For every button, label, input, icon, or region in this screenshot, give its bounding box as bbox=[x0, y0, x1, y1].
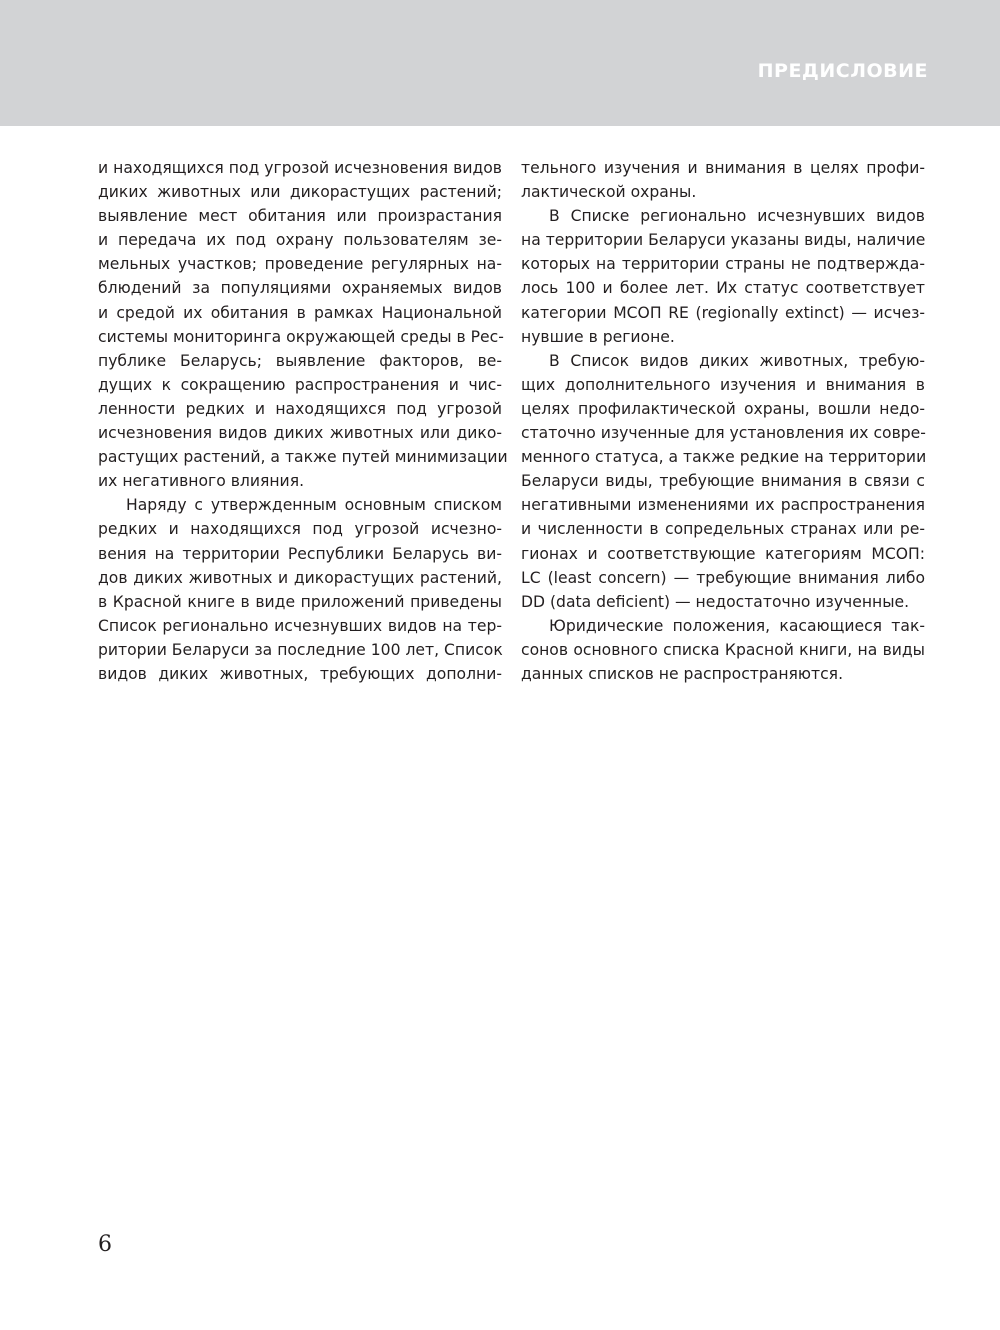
text-line: сонов основного списка Красной книги, на виды bbox=[521, 640, 925, 659]
text-line: системы мониторинга окружающей среды в Рес- bbox=[98, 327, 504, 346]
text-line: и численности в сопредельных странах или ре- bbox=[521, 520, 925, 539]
text-line: В Списке регионально исчезнувших видов bbox=[549, 207, 925, 226]
text-line: редких и находящихся под угрозой исчезно- bbox=[98, 520, 502, 539]
text-line: тельного изучения и внимания в целях профи- bbox=[521, 159, 925, 177]
text-line: ритории Беларуси за последние 100 лет, Список bbox=[98, 640, 503, 659]
text-line: Наряду с утвержденным основным списком bbox=[126, 496, 502, 515]
text-line: гионах и соответствующие категориям МСОП: bbox=[521, 544, 925, 563]
text-line: лось 100 и более лет. Их статус соответствует bbox=[521, 279, 925, 298]
text-column-right bbox=[521, 156, 925, 686]
text-line: растущих растений, а также путей минимизации bbox=[98, 448, 508, 467]
text-line: видов диких животных, требующих дополни- bbox=[98, 664, 502, 683]
text-line: целях профилактической охраны, вошли недо- bbox=[521, 399, 925, 418]
text-line: в Красной книге в виде приложений приведены bbox=[98, 592, 502, 611]
text-line: нувшие в регионе. bbox=[521, 327, 675, 346]
text-line: вения на территории Республики Беларусь ви- bbox=[98, 544, 502, 563]
header-band bbox=[0, 0, 1000, 126]
section-title: ПРЕДИСЛОВИЕ bbox=[757, 60, 928, 82]
text-line: публике Беларусь; выявление факторов, ве- bbox=[98, 351, 502, 370]
text-line: категории МСОП RE (regionally extinct) — исчез- bbox=[521, 303, 925, 322]
text-line: ленности редких и находящихся под угрозой bbox=[98, 399, 502, 418]
text-line: дущих к сокращению распространения и чис- bbox=[98, 375, 502, 394]
text-line: которых на территории страны не подтвержда- bbox=[521, 255, 925, 274]
text-column-left bbox=[98, 156, 508, 686]
text-line: блюдений за популяциями охраняемых видов bbox=[98, 279, 502, 298]
text-line: щих дополнительного изучения и внимания в bbox=[521, 375, 925, 394]
text-line: Беларуси виды, требующие внимания в связи с bbox=[521, 472, 925, 491]
text-line: и находящихся под угрозой исчезновения видов bbox=[98, 159, 502, 177]
text-line: и передача их под охрану пользователям зе- bbox=[98, 231, 502, 250]
text-line: Список регионально исчезнувших видов на тер- bbox=[98, 616, 502, 635]
text-line: негативными изменениями их распространения bbox=[521, 496, 925, 515]
text-line: и средой их обитания в рамках Национальной bbox=[98, 303, 502, 322]
text-line: мельных участков; проведение регулярных на- bbox=[98, 255, 502, 274]
text-line: Юридические положения, касающиеся так- bbox=[549, 616, 925, 635]
text-line: на территории Беларуси указаны виды, наличие bbox=[521, 231, 926, 250]
text-line: менного статуса, а также редкие на территории bbox=[521, 448, 927, 467]
text-line: лактической охраны. bbox=[521, 183, 697, 202]
text-line: LC (least concern) — требующие внимания либо bbox=[521, 568, 925, 587]
text-line: статочно изученные для установления их совре- bbox=[521, 424, 926, 443]
text-line: DD (data deficient) — недостаточно изученные. bbox=[521, 592, 910, 611]
page-number: 6 bbox=[98, 1232, 112, 1257]
text-line: дов диких животных и дикорастущих растений, bbox=[98, 568, 502, 587]
text-line: выявление мест обитания или произрастания bbox=[98, 207, 502, 226]
text-line: диких животных или дикорастущих растений; bbox=[98, 183, 502, 202]
text-line: исчезновения видов диких животных или дико- bbox=[98, 424, 502, 443]
text-line: данных списков не распространяются. bbox=[521, 664, 844, 683]
text-line: их негативного влияния. bbox=[98, 472, 305, 491]
text-line: В Список видов диких животных, требую- bbox=[549, 351, 925, 370]
